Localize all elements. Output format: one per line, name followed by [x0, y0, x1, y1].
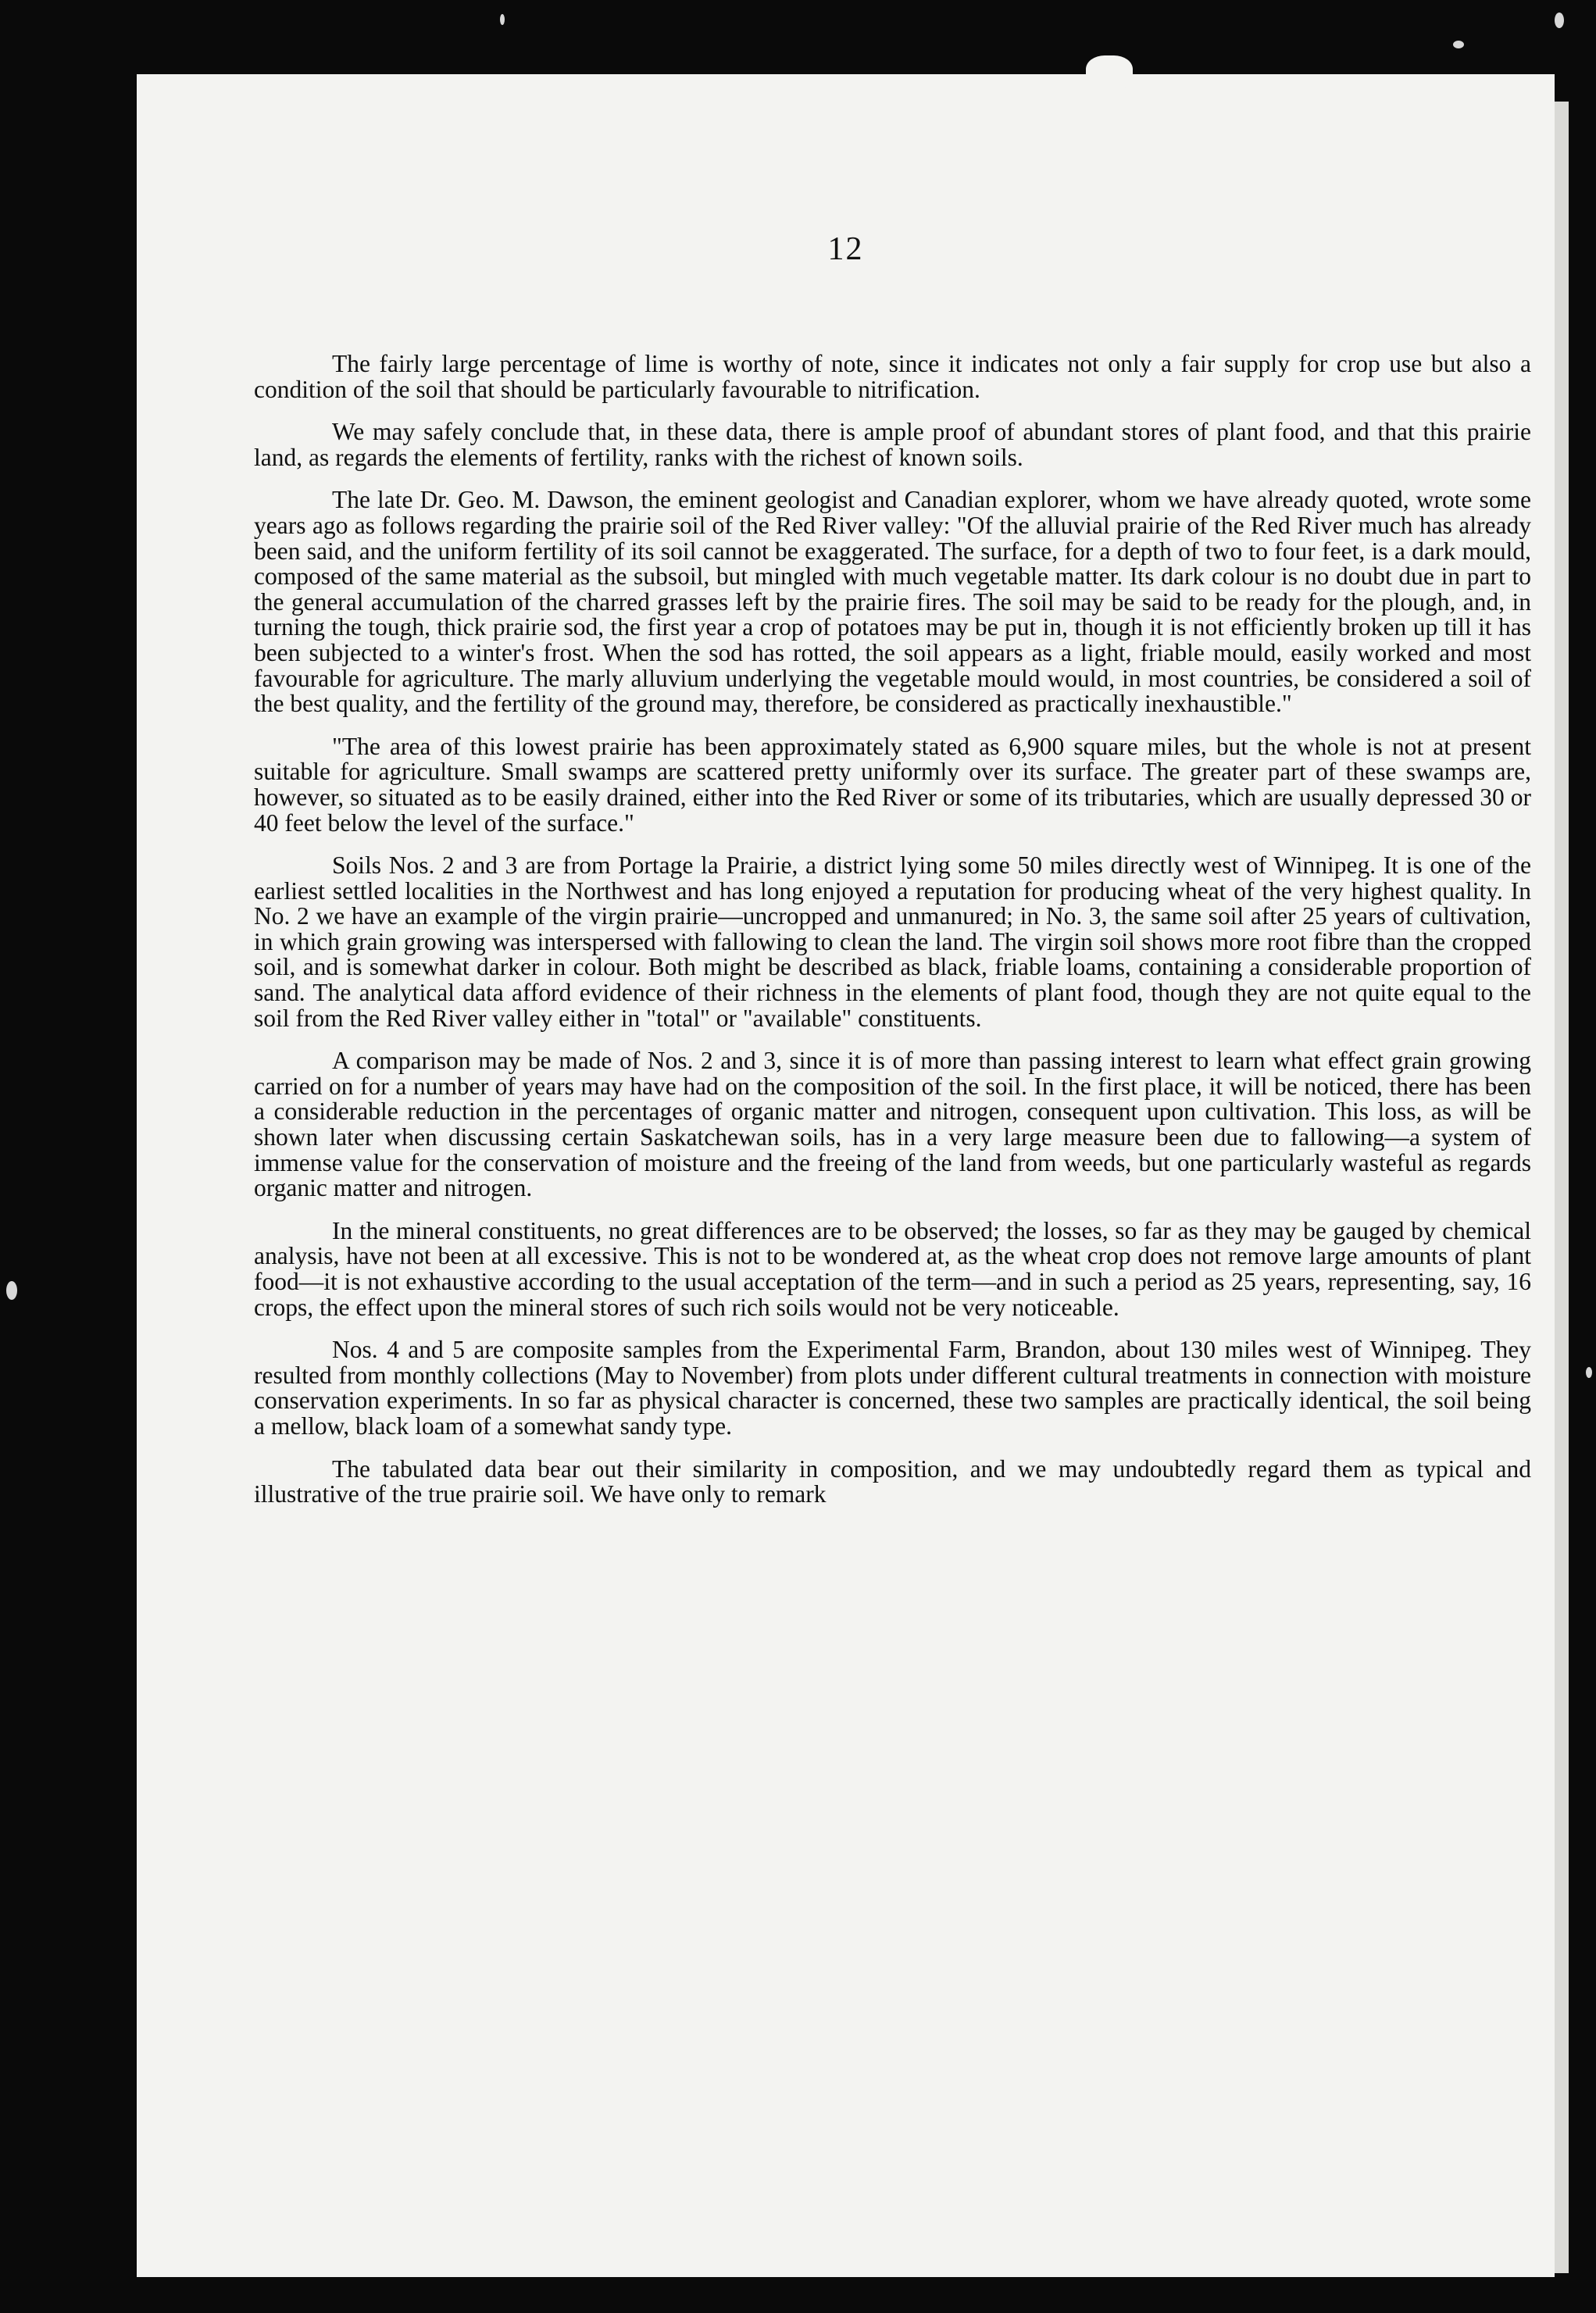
paragraph: The tabulated data bear out their similarity in composition, and we may undoubtedly regard them as typical and illustrative of the true prairie soil. We have only to remark: [254, 1455, 1531, 1508]
scan-speck: [1586, 1367, 1592, 1378]
scan-speck: [1555, 12, 1564, 28]
scan-speck: [6, 1281, 17, 1300]
scan-speck: [1453, 41, 1464, 48]
page-corner-blot: [1086, 55, 1133, 90]
paragraph: Nos. 4 and 5 are composite samples from the Experimental Farm, Brandon, about 130 miles west of Winnipeg. They resulted from monthly collections (May to November) from plots under different cultural treatments in connection with moisture conservation experiments. In so far as physical character is concerned, these two samples are practically identical, the soil being a mellow, black loam of a somewhat sandy type.: [254, 1336, 1531, 1440]
paragraph: Soils Nos. 2 and 3 are from Portage la Prairie, a district lying some 50 miles directly west of Winnipeg. It is one of the earliest settled localities in the Northwest and has long enjoyed a reputation for producing wheat of the very highest quality. In No. 2 we have an example of the virgin prairie—uncropped and unmanured; in No. 3, the same soil after 25 years of cultivation, in which grain growing was interspersed with fallowing to clean the land. The virgin soil shows more root fibre than the cropped soil, and is somewhat darker in colour. Both might be described as black, friable loams, containing a considerable proportion of sand. The analytical data afford evidence of their richness in the elements of plant food, though they are not quite equal to the soil from the Red River valley either in "total" or "available" constituents.: [254, 851, 1531, 1032]
page-body: [254, 352, 1531, 1525]
paragraph: The late Dr. Geo. M. Dawson, the eminent geologist and Canadian explorer, whom we have already quoted, wrote some years ago as follows regarding the prairie soil of the Red River valley: "Of the alluvial prairie of the Red River much has already been said, and the uniform fertility of its soil cannot be exaggerated. The surface, for a depth of two to four feet, is a dark mould, composed of the same material as the subsoil, but mingled with much vegetable matter. Its dark colour is no doubt due in part to the general accumulation of the charred grasses left by the prairie fires. The soil may be said to be ready for the plough, and, in turning the tough, thick prairie sod, the first year a crop of potatoes may be put in, though it is not efficiently broken up till it has been subjected to a winter's frost. When the sod has rotted, the soil appears as a light, friable mould, easily worked and most favourable for agriculture. The marly alluvium underlying the vegetable mould would, in most countries, be considered a soil of the best quality, and the fertility of the ground may, therefore, be considered as practically inexhaustible.": [254, 486, 1531, 718]
paragraph: A comparison may be made of Nos. 2 and 3, since it is of more than passing interest to learn what effect grain growing carried on for a number of years may have had on the composition of the soil. In the first place, it will be noticed, there has been a considerable reduction in the percentages of organic matter and nitrogen, consequent upon cultivation. This loss, as will be shown later when discussing certain Saskatchewan soils, has in a very large measure been due to fallowing—a system of immense value for the conservation of moisture and the freeing of the land from weeds, but one particularly wasteful as regards organic matter and nitrogen.: [254, 1047, 1531, 1202]
page-edge-strip: [1555, 102, 1569, 2273]
page-number: 12: [827, 231, 864, 267]
paragraph: "The area of this lowest prairie has been approximately stated as 6,900 square miles, but the whole is not at present suitable for agriculture. Small swamps are scattered pretty uniformly over its surface. The greater part of these swamps are, however, so situated as to be easily drained, either into the Red River or some of its tributaries, which are usually depressed 30 or 40 feet below the level of the surface.": [254, 732, 1531, 837]
scan-speck: [500, 14, 505, 25]
document-page: [137, 74, 1555, 2277]
paragraph: We may safely conclude that, in these data, there is ample proof of abundant stores of plant food, and that this prairie land, as regards the elements of fertility, ranks with the richest of known soils.: [254, 418, 1531, 471]
paragraph: The fairly large percentage of lime is worthy of note, since it indicates not only a fair supply for crop use but also a condition of the soil that should be particularly favourable to nitrification.: [254, 350, 1531, 403]
paragraph: In the mineral constituents, no great differences are to be observed; the losses, so far as they may be gauged by chemical analysis, have not been at all excessive. This is not to be wondered at, as the wheat crop does not remove large amounts of plant food—it is not exhaustive according to the usual acceptation of the term—and in such a period as 25 years, representing, say, 16 crops, the effect upon the mineral stores of such rich soils would not be very noticeable.: [254, 1216, 1531, 1321]
